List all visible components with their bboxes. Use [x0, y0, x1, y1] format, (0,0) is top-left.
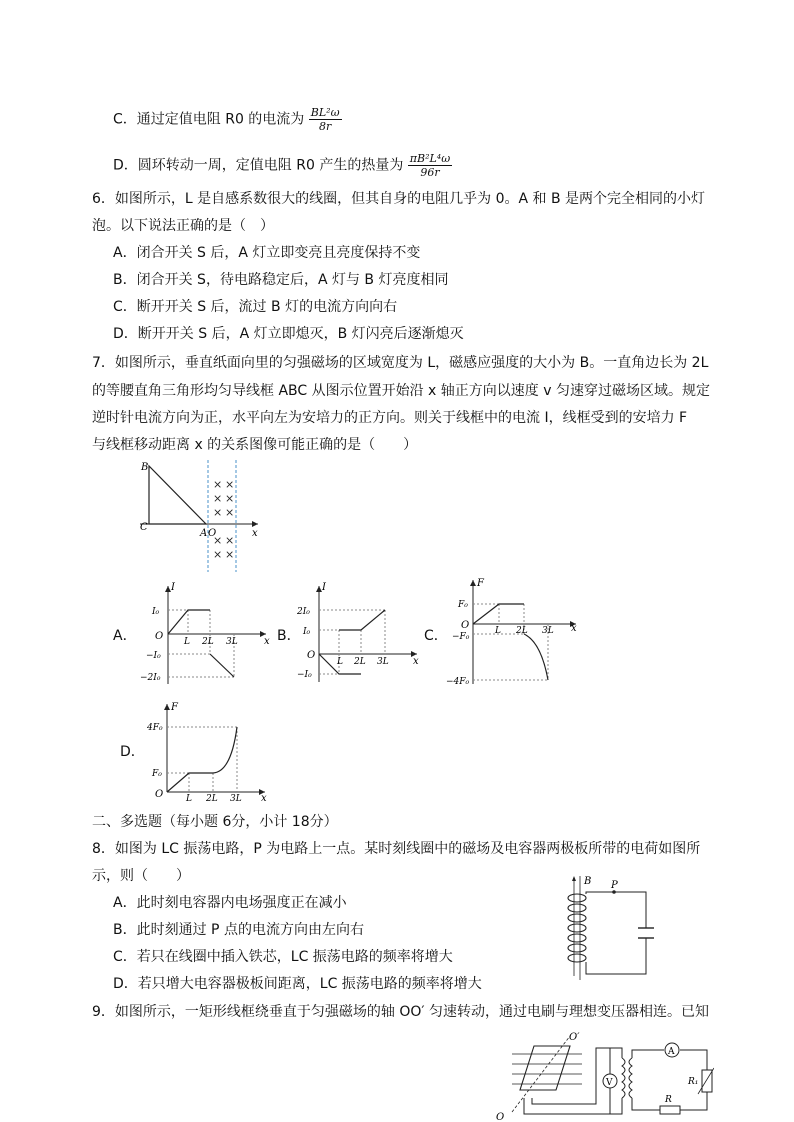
svg-text:×: × [225, 534, 235, 547]
q7-label-a: A [200, 528, 208, 539]
choice-c-tick-3l: 3L [542, 626, 554, 636]
choice-c-origin: O [461, 620, 470, 631]
choice-a-curve-negative [210, 654, 234, 677]
choice-d-tick-3l: 3L [230, 794, 242, 804]
choice-c-curve-negative [524, 634, 548, 680]
q8-field-arrow [572, 876, 576, 881]
q9-label-o: O [496, 1112, 505, 1120]
q9-label-r: R [665, 1095, 672, 1105]
q7-label-c: C [140, 522, 148, 533]
choice-b-x-label: x [413, 656, 419, 667]
q8-option-b: B．此时刻通过 P 点的电流方向由左向右 [113, 922, 364, 938]
q8-label-p: P [611, 880, 618, 891]
q7-stem-line2: 的等腰直角三角形均匀导线框 ABC 从图示位置开始沿 x 轴正方向以速度 v 匀速穿过磁场区域。规定 [92, 383, 710, 399]
q7-stem-line3: 逆时针电流方向为正，水平向左为安培力的正方向。则关于线框中的电流 I，线框受到的安培力 F [92, 410, 688, 426]
q9-label-o-prime: O′ [569, 1032, 580, 1043]
q7-choice-c-label[interactable]: C． [424, 628, 448, 644]
q6-option-a: A．闭合开关 S 后，A 灯立即变亮且亮度保持不变 [113, 245, 421, 261]
choice-c-y-arrow [470, 580, 476, 586]
svg-text:×: × [213, 506, 223, 519]
svg-text:×: × [225, 548, 235, 561]
q8-option-a: A．此时刻电容器内电场强度正在减小 [113, 895, 347, 911]
q5-option-c-fraction: $\frac{\text{BL²ω}}{8r}$ [310, 106, 340, 133]
choice-d-curve-rising [213, 727, 237, 773]
q7-choice-a-label[interactable]: A． [113, 628, 137, 644]
q9-secondary-lead-top [632, 1050, 664, 1058]
choice-c-x-label: x [571, 623, 577, 634]
q6-option-d: D．断开开关 S 后，A 灯立即熄灭，B 灯闪亮后逐渐熄灭 [113, 326, 464, 342]
choice-d-tick-2l: 2L [206, 794, 218, 804]
q9-wire-bottom [524, 1098, 610, 1114]
q7-label-b: B [141, 462, 149, 473]
svg-text:×: × [225, 492, 235, 505]
q9-primary-lead-bottom [610, 1098, 622, 1114]
q8-lc-circuit-figure [556, 872, 666, 982]
q8-wire-top [586, 892, 646, 928]
q7-choice-d-graph[interactable] [145, 700, 270, 805]
q9-label-a: A [668, 1047, 675, 1057]
q5-option-d: D．圆环转动一周，定值电阻 R0 产生的热量为 $\frac{\text{πB²L⁴ω}}{96r}$ [113, 152, 451, 179]
q8-coil [568, 894, 586, 962]
q7-figure [130, 460, 270, 575]
choice-a-tick-i0: I₀ [152, 607, 160, 617]
q7-label-o: O [208, 528, 217, 539]
choice-a-y-label: I [171, 582, 175, 593]
choice-d-curve-linear [167, 773, 213, 792]
q6-option-b: B．闭合开关 S，待电路稳定后，A 灯与 B 灯亮度相同 [113, 272, 449, 288]
choice-b-tick-3l: 3L [377, 657, 389, 667]
q8-option-d: D．若只增大电容器极板间距离，LC 振荡电路的频率将增大 [113, 976, 482, 992]
choice-b-origin: O [307, 650, 316, 661]
svg-text:×: × [225, 478, 235, 491]
choice-d-tick-f0: F₀ [152, 769, 162, 779]
q7-stem-line1: 7．如图所示，垂直纸面向里的匀强磁场的区域宽度为 L，磁感应强度的大小为 B。一直角边长为 2L [92, 355, 709, 371]
q7-field-crosses [213, 478, 234, 561]
q7-choice-a-graph[interactable] [138, 580, 273, 690]
svg-text:×: × [213, 478, 223, 491]
q5-option-c: C．通过定值电阻 R0 的电流为 $\frac{\text{BL²ω}}{8r}$ [113, 106, 340, 133]
choice-c-y-label: F [477, 578, 484, 589]
choice-b-curve-positive [339, 610, 385, 630]
choice-d-tick-l: L [186, 794, 192, 804]
q5-option-d-fraction: $\frac{\text{πB²L⁴ω}}{96r}$ [409, 152, 451, 179]
choice-a-curve-positive [168, 610, 210, 634]
choice-d-y-arrow [164, 704, 170, 710]
q7-choice-b-label[interactable]: B． [277, 628, 301, 644]
svg-text:×: × [213, 534, 223, 547]
svg-text:×: × [213, 492, 223, 505]
q9-secondary-coil [629, 1058, 632, 1098]
svg-text:×: × [213, 548, 223, 561]
q9-label-v: V [606, 1078, 613, 1088]
q8-wire-bottom [586, 938, 646, 974]
choice-c-tick-neg-4f0: −4F₀ [446, 677, 470, 687]
choice-c-tick-neg-f0: −F₀ [452, 632, 470, 642]
choice-a-tick-3l: 3L [226, 637, 238, 647]
choice-a-x-label: x [264, 636, 270, 647]
choice-b-tick-l: L [337, 657, 343, 667]
q8-stem-line2: 示，则（ ） [92, 868, 190, 884]
q7-label-x: x [252, 528, 258, 539]
q9-field-lines [512, 1054, 582, 1084]
choice-c-tick-l: L [495, 626, 501, 636]
q9-primary-lead-top [610, 1048, 622, 1058]
svg-text:×: × [225, 506, 235, 519]
choice-d-x-label: x [261, 793, 267, 804]
choice-b-tick-2l: 2L [354, 657, 366, 667]
choice-d-origin: O [155, 789, 164, 800]
q8-stem-line1: 8．如图为 LC 振荡电路，P 为电路上一点。某时刻线圈中的磁场及电容器两极板所带的电荷如图所 [92, 841, 701, 857]
q8-label-b: B [584, 876, 592, 887]
q9-wire-primary [532, 1048, 610, 1104]
choice-a-origin: O [155, 631, 164, 642]
q6-option-c: C．断开开关 S 后，流过 B 灯的电流方向向右 [113, 299, 398, 315]
choice-c-tick-f0: F₀ [458, 600, 468, 610]
q9-resistor-r [660, 1106, 680, 1114]
q9-label-r1: R₁ [688, 1077, 699, 1087]
choice-b-tick-2i0: 2I₀ [297, 607, 310, 617]
choice-d-y-label: F [171, 702, 178, 713]
choice-b-y-label: I [322, 582, 326, 593]
choice-a-tick-neg-i0: −I₀ [146, 651, 161, 661]
q6-stem-line1: 6．如图所示，L 是自感系数很大的线圈，但其自身的电阻几乎为 0。A 和 B 是两个完全相同的小灯 [92, 191, 706, 207]
choice-b-tick-neg-i0: −I₀ [297, 670, 312, 680]
q6-stem-line2: 泡。以下说法正确的是（ ） [92, 218, 274, 234]
q7-stem-line4: 与线框移动距离 x 的关系图像可能正确的是（ ） [92, 437, 418, 453]
section-2-heading: 二、多选题（每小题 6分，小计 18分） [92, 814, 338, 830]
q9-generator-transformer-figure [492, 1028, 714, 1120]
choice-a-tick-neg-2i0: −2I₀ [140, 673, 161, 683]
choice-a-tick-l: L [184, 637, 190, 647]
q8-option-c: C．若只在线圈中插入铁芯，LC 振荡电路的频率将增大 [113, 949, 453, 965]
q7-triangle [149, 466, 206, 524]
choice-a-tick-2l: 2L [202, 637, 214, 647]
q7-x-arrow [252, 521, 258, 527]
q9-rotating-coil [520, 1046, 570, 1090]
choice-b-tick-i0: I₀ [303, 627, 311, 637]
q7-choice-c-graph[interactable] [446, 576, 581, 691]
q7-choice-b-graph[interactable] [297, 580, 422, 685]
choice-c-tick-2l: 2L [516, 626, 528, 636]
choice-d-tick-4f0: 4F₀ [147, 723, 163, 733]
q9-primary-coil [622, 1058, 625, 1098]
q9-stem-line1: 9．如图所示，一矩形线框绕垂直于匀强磁场的轴 OO′ 匀速转动，通过电刷与理想变压器相连。已知 [92, 1004, 710, 1020]
q7-choice-d-label[interactable]: D． [120, 744, 145, 760]
